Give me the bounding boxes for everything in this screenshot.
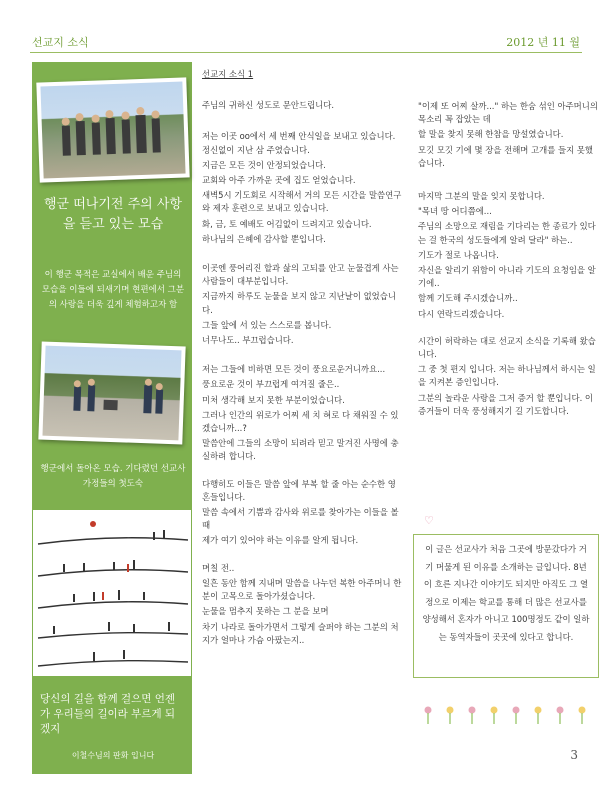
photo-people-2 <box>43 346 174 432</box>
paragraph: 말씀 속에서 기쁨과 감사와 위로를 찾아가는 이들을 볼 때 <box>202 507 399 531</box>
heart-icon: ♡ <box>424 514 434 527</box>
paragraph: 함께 기도해 주시겠습니까.. <box>418 293 518 304</box>
paragraph: 그들 앞에 서 있는 스스로를 봅니다. <box>202 319 332 330</box>
paragraph: 눈물을 멈추지 못하는 그 분을 보며 <box>202 606 329 617</box>
photo-image-2 <box>42 346 181 441</box>
paragraph: 화, 금, 토 예배도 어김없이 드려지고 있습니다. <box>202 218 372 229</box>
page-number: 3 <box>570 748 578 762</box>
sidebar-caption-2: 행군에서 돌아온 모습. 기다렸던 선교사 가정들의 첫도숙 <box>40 464 186 489</box>
article-title: 선교지 소식 1 <box>202 69 254 79</box>
photo-people-1 <box>40 82 177 171</box>
paragraph: 저는 그들에 비하면 모든 것이 풍요로운거니까요... <box>202 364 386 375</box>
paragraph: 자신을 알리기 위함이 아니라 기도의 요청임을 알기에.. <box>418 265 596 289</box>
paragraph: 미처 생각해 보지 못한 부분이었습니다. <box>202 394 345 405</box>
sidebar-credit: 이철수님의 판화 입니다 <box>71 751 155 760</box>
paragraph: 기도가 절로 나옵니다. <box>418 249 499 260</box>
article-column-1 <box>202 68 402 647</box>
photo-image-1 <box>40 82 185 179</box>
callout-text: 이 글은 선교사가 처음 그곳에 방문갔다가 거기 머물게 된 이유를 소개하는 글입니다. 8년이 흐른 지나간 이야기도 되지만 아직도 그 열정으로 이제는 학교를 통해 더 많은 선교사를 양성해서 혼자가 아니고 100명정도 같이 일하는 동역자들이 곳곳에 있다고 합니다. <box>422 544 590 642</box>
paragraph: 새벽5시 기도회로 시작해서 거의 모든 시간을 말씀연구와 제자 훈련으로 보내고 있습니다. <box>202 190 402 214</box>
sidebar-caption-1: 이 행군 목적은 교실에서 배운 주님의 모습을 이들에 되새기며 현편에서 그분의 사랑을 더욱 깊게 체험하고자 함 <box>41 270 185 310</box>
paragraph: 며칠 전.. <box>202 562 235 573</box>
paragraph: 주님의 귀하신 성도로 문안드립니다. <box>202 100 335 111</box>
article-column-2 <box>418 100 598 418</box>
woodcut-illustration <box>33 510 191 676</box>
flowers-decoration <box>420 704 600 726</box>
sidebar-title: 행군 떠나기전 주의 사항을 듣고 있는 모습 <box>44 197 182 232</box>
sidebar-quote: 당신의 길을 함께 걸으면 언젠가 우리들의 길이라 부르게 되겠지 <box>40 693 176 735</box>
tulip-border-icon <box>420 704 600 726</box>
paragraph: 지금까지 하루도 눈물을 보지 않고 지난날이 없었습니다. <box>202 291 396 315</box>
paragraph: 모깃 모깃 기에 몇 장을 전해며 고개를 들지 못했습니다. <box>418 144 594 168</box>
paragraph: 지금은 모든 것이 안정되었습니다. <box>202 159 326 170</box>
paragraph: 시간이 허락하는 대로 선교지 소식을 기록해 왔습니다. <box>418 335 596 360</box>
paragraph: 저는 이곳 oo에서 세 번째 안식일을 보내고 있습니다. 정신없이 지난 삼 주였습니다. <box>202 131 396 155</box>
paragraph: 너무나도.. 부끄럽습니다. <box>202 335 294 346</box>
paragraph: 할 말을 찾지 못해 한참을 망설였습니다. <box>418 129 564 140</box>
paragraph: 이곳엔 풍어리진 할과 삶의 고되를 안고 눈물겹게 사는 사람들이 대부분입니다. <box>202 263 399 287</box>
paragraph: 풍요로운 것이 부끄럽게 여겨질 줄은.. <box>202 379 340 390</box>
header-right: 2012 년 11 월 <box>506 36 580 49</box>
paragraph: 차기 나라로 돌아가면서 그렇게 슬퍼야 하는 그분의 처지가 얼마나 가슴 아팠는지.. <box>202 621 399 645</box>
callout-box <box>413 534 599 678</box>
paragraph: 하나님의 은혜에 감사할 뿐입니다. <box>202 233 326 244</box>
woodcut-print <box>33 510 191 676</box>
paragraph: 마지막 그분의 말을 잊지 못합니다. <box>418 191 545 202</box>
paragraph: 주님의 소망으로 재림을 기다리는 한 종료가 있다는 걸 한국의 성도들에게 알려 달라" 하는.. <box>418 221 596 245</box>
photo-return-walk <box>38 342 185 445</box>
header-rule <box>30 52 582 53</box>
paragraph: 다행히도 이들은 말씀 앞에 부복 할 줄 아는 순수한 영혼들입니다. <box>202 478 396 502</box>
paragraph: 그분의 놀라운 사랑을 그저 증거 할 뿐입니다. 이 증거들이 더욱 풍성해지기 길 기도합니다. <box>418 392 594 416</box>
paragraph: 다시 연락드리겠습니다. <box>418 308 505 319</box>
paragraph: 제가 여기 있어야 하는 이유를 알게 됩니다. <box>202 535 359 546</box>
paragraph: 교회와 아주 가까운 곳에 집도 얻었습니다. <box>202 175 356 186</box>
paragraph: 그러나 인간의 위로가 어찌 세 치 혀로 다 채워질 수 있겠습니까...? <box>202 409 399 434</box>
paragraph: 말씀안에 그들의 소망이 되려라 믿고 말겨진 사명에 충실하려 합니다. <box>202 438 399 462</box>
header-left: 선교지 소식 <box>32 36 89 49</box>
photo-group-briefing <box>36 77 189 182</box>
paragraph: "목녀 땅 어디쯤에... <box>418 206 492 217</box>
paragraph: 그 중 첫 편지 입니다. 저는 하나님께서 하시는 일을 지켜본 증인입니다. <box>418 364 596 388</box>
paragraph: 일흔 동안 함께 지내며 말씀을 나누던 복한 아주머니 한 분이 고목으로 돌아가셨습니다. <box>202 577 402 602</box>
paragraph: "이제 또 어찌 살까..." 하는 한숨 섞인 아주머니의 목소리 꼭 잡았는 데 <box>418 101 598 125</box>
